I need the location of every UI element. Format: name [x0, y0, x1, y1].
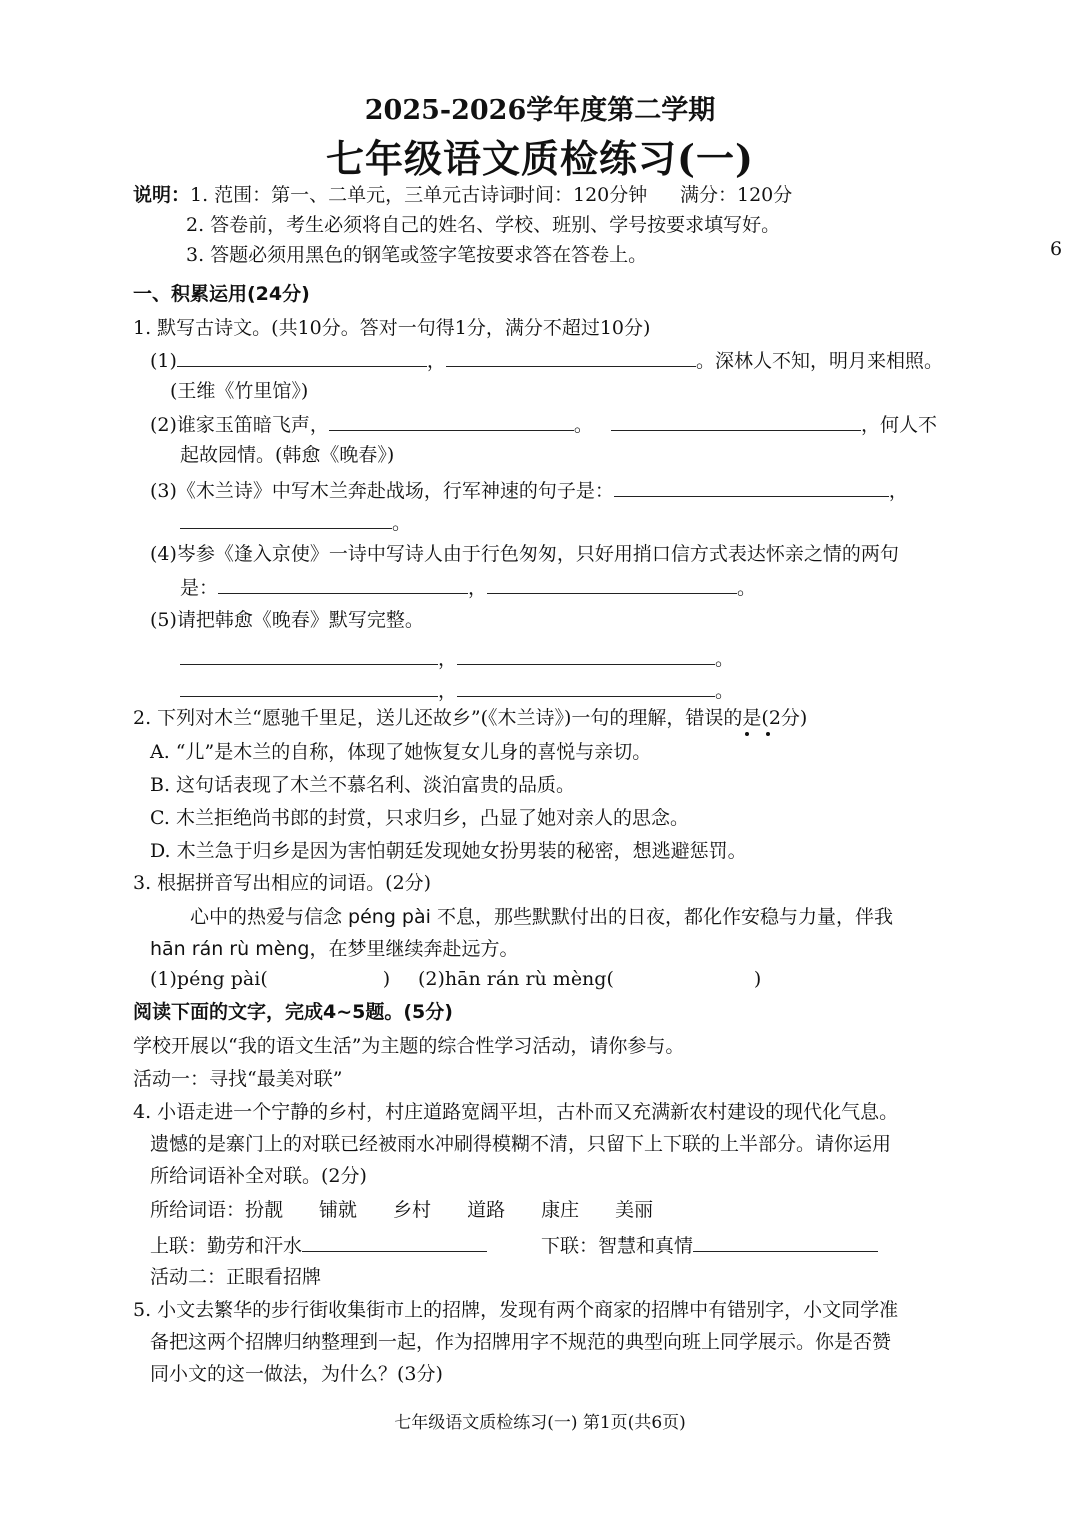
q4-line2: 遗憾的是寨门上的对联已经被雨水冲刷得模糊不清，只留下上下联的上半部分。请你运用: [150, 1133, 892, 1155]
answer-blank[interactable]: [457, 644, 715, 665]
instructions-label: 说明：: [133, 184, 191, 206]
answer-blank[interactable]: [329, 410, 574, 431]
q3-passage-line2: hān rán rù mèng，在梦里继续奔赴远方。: [150, 938, 519, 960]
answer-blank[interactable]: [446, 346, 696, 367]
answer-blank[interactable]: [302, 1231, 487, 1252]
answer-blank[interactable]: [218, 573, 468, 594]
q5-line1: 5. 小文去繁华的步行街收集街市上的招牌，发现有两个商家的招牌中有错别字，小文同学准: [133, 1299, 899, 1321]
q2-option-a[interactable]: A. “儿”是木兰的自称，体现了她恢复女儿身的喜悦与亲切。: [150, 741, 652, 763]
answer-blank[interactable]: [457, 676, 715, 697]
word-option: 扮靓: [245, 1199, 284, 1221]
instructions-line3: 3. 答题必须用黑色的钢笔或签字笔按要求答在答卷上。: [186, 244, 648, 266]
page-footer: 七年级语文质检练习(一) 第1页(共6页): [394, 1413, 686, 1433]
word-option: 道路: [467, 1199, 506, 1221]
exam-full-score: 满分：120分: [680, 184, 793, 206]
section-heading: 一、积累运用(24分): [133, 283, 310, 305]
q1-part5: (5)请把韩愈《晚春》默写完整。: [150, 609, 424, 631]
word-option: 康庄: [541, 1199, 580, 1221]
q1-part1-source: (王维《竹里馆》): [170, 380, 309, 402]
side-mark: 6: [1050, 238, 1063, 260]
answer-blank[interactable]: [180, 644, 438, 665]
activity-one: 活动一：寻找“最美对联”: [133, 1068, 343, 1090]
q1-part2: (2)谁家玉笛暗飞声， 。 ，何人不: [150, 410, 937, 438]
q1-part5-line2: ， 。: [180, 676, 734, 704]
q3-passage-line1: 心中的热爱与信念 péng pài 不息，那些默默付出的日夜，都化作安稳与力量，伴我: [190, 906, 893, 928]
exam-title: 七年级语文质检练习(一): [326, 136, 754, 181]
q4-line3: 所给词语补全对联。(2分): [150, 1165, 367, 1187]
q2-option-b[interactable]: B. 这句话表现了木兰不慕名利、淡泊富贵的品质。: [150, 774, 576, 796]
answer-blank[interactable]: [614, 476, 889, 497]
word-option: 美丽: [615, 1199, 654, 1221]
answer-blank[interactable]: [180, 508, 392, 529]
q1-part2-line2: 起故园情。(韩愈《晚春》): [180, 444, 395, 466]
answer-blank[interactable]: [177, 346, 427, 367]
q1-part1: (1) ， 。深林人不知，明月来相照。: [150, 346, 943, 374]
reading-intro: 阅读下面的文字，完成4~5题。(5分): [133, 1001, 453, 1023]
q1-part5-line1: ， 。: [180, 644, 734, 672]
q3-answer1: (1)péng pài( ): [150, 968, 391, 990]
reading-context: 学校开展以“我的语文生活”为主题的综合性学习活动，请你参与。: [133, 1035, 685, 1057]
q4-word-bank: 所给词语：扮靓 铺就 乡村 道路 康庄 美丽: [150, 1199, 654, 1221]
instructions-line2: 2. 答卷前，考生必须将自己的姓名、学校、班别、学号按要求填写好。: [186, 214, 781, 236]
word-option: 乡村: [393, 1199, 432, 1221]
q1-part4: (4)岑参《逢入京使》一诗中写诗人由于行色匆匆，只好用捎口信方式表达怀亲之情的两句: [150, 543, 899, 565]
q5-line2: 备把这两个招牌归纳整理到一起，作为招牌用字不规范的典型向班上同学展示。你是否赞: [150, 1331, 892, 1353]
q1-part3: (3)《木兰诗》中写木兰奔赴战场，行军神速的句子是： ，: [150, 476, 908, 504]
answer-blank[interactable]: [487, 573, 737, 594]
q2-option-c[interactable]: C. 木兰拒绝尚书郎的封赏，只求归乡，凸显了她对亲人的思念。: [150, 807, 689, 829]
activity-two: 活动二：正眼看招牌: [150, 1266, 322, 1288]
instructions-line1: 说明：1. 范围：第一、二单元，三单元古诗词: [133, 184, 519, 206]
q4-line1: 4. 小语走进一个宁静的乡村，村庄道路宽阔平坦，古朴而又充满新农村建设的现代化气息。: [133, 1101, 899, 1123]
answer-blank[interactable]: [611, 410, 861, 431]
q1-part3-line2: 。: [180, 508, 411, 536]
q2-stem: 2. 下列对木兰“愿驰千里足，送儿还故乡”(《木兰诗》)一句的理解，错误的是(2分): [133, 707, 808, 729]
q1-part4-line2: 是： ， 。: [180, 573, 756, 601]
couplet-upper: 上联：勤劳和汗水: [150, 1231, 487, 1259]
emphasis-dot: [766, 732, 770, 736]
q2-option-d[interactable]: D. 木兰急于归乡是因为害怕朝廷发现她女扮男装的秘密，想逃避惩罚。: [150, 840, 747, 862]
emphasis-dot: [745, 732, 749, 736]
q3-answer2: (2)hān rán rù mèng( ): [418, 968, 762, 990]
answer-blank[interactable]: [180, 676, 438, 697]
exam-term: 2025-2026学年度第二学期: [364, 95, 716, 126]
couplet-lower: 下联：智慧和真情: [541, 1231, 878, 1259]
q5-line3: 同小文的这一做法，为什么？(3分): [150, 1363, 443, 1385]
q3-stem: 3. 根据拼音写出相应的词语。(2分): [133, 872, 432, 894]
exam-time: 时间：120分钟: [516, 184, 648, 206]
word-option: 铺就: [319, 1199, 358, 1221]
q1-stem: 1. 默写古诗文。(共10分。答对一句得1分，满分不超过10分): [133, 317, 651, 339]
answer-blank[interactable]: [693, 1231, 878, 1252]
